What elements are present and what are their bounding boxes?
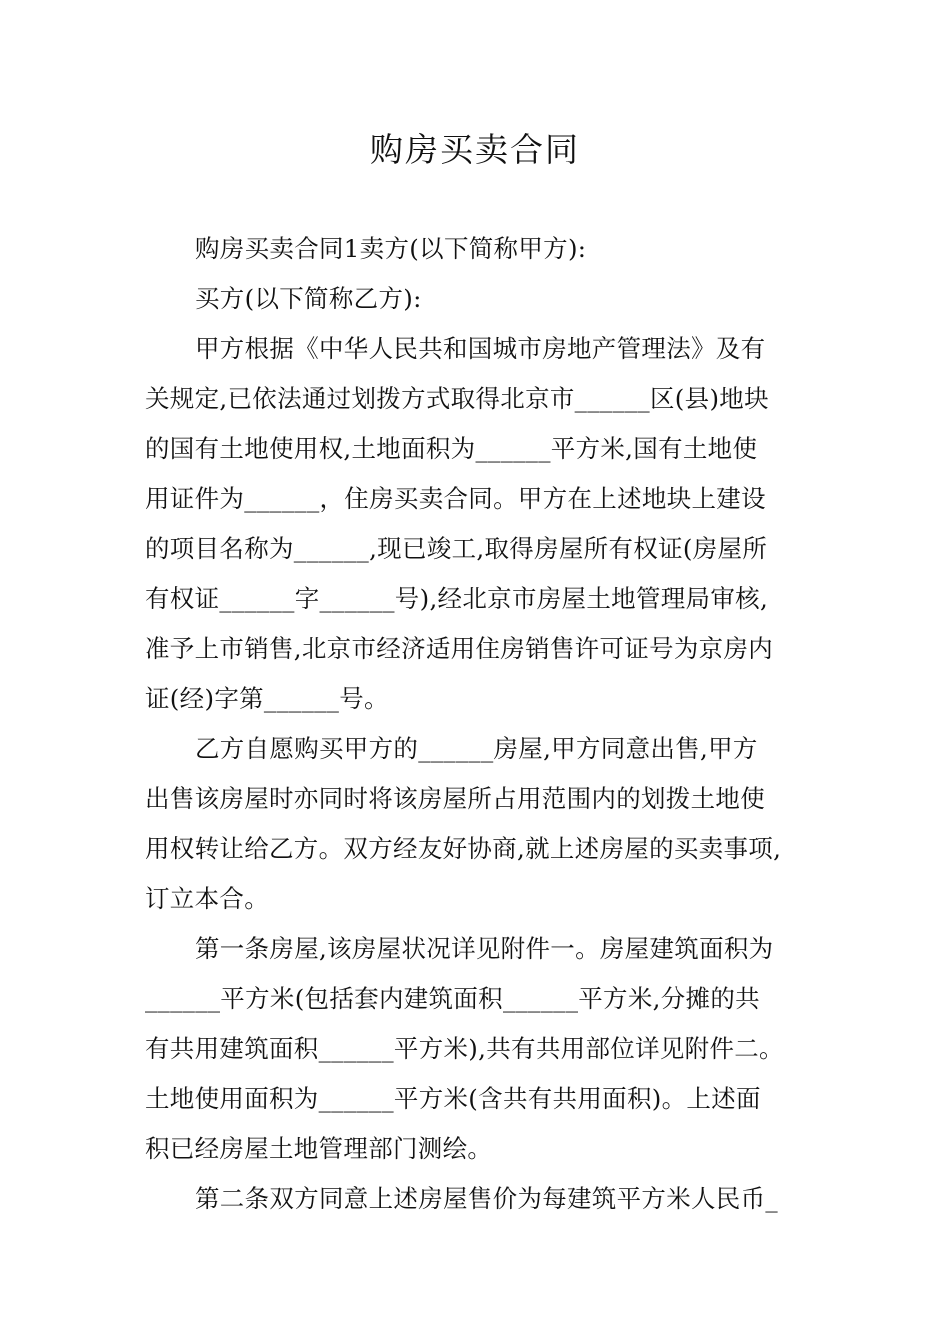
text-line: 准予上市销售,北京市经济适用住房销售许可证号为京房内 [145, 634, 774, 663]
text-line: 订立本合。 [145, 884, 269, 913]
text-line: ______平方米(包括套内建筑面积______平方米,分摊的共 [145, 984, 760, 1013]
text-line: 购房买卖合同1卖方(以下简称甲方): [195, 234, 587, 263]
text-line: 的项目名称为______,现已竣工,取得房屋所有权证(房屋所 [145, 534, 768, 563]
text-line: 用证件为______，住房买卖合同。甲方在上述地块上建设 [145, 484, 766, 513]
text-line: 第二条双方同意上述房屋售价为每建筑平方米人民币_ [195, 1184, 778, 1213]
text-line: 证(经)字第______号。 [145, 684, 389, 713]
text-line: 的国有土地使用权,土地面积为______平方米,国有土地使 [145, 434, 758, 463]
text-line: 关规定,已依法通过划拨方式取得北京市______区(县)地块 [145, 384, 769, 413]
text-line: 土地使用面积为______平方米(含共有共用面积)。上述面 [145, 1084, 761, 1113]
text-line: 出售该房屋时亦同时将该房屋所占用范围内的划拨土地使 [145, 784, 765, 813]
text-line: 有共用建筑面积______平方米),共有共用部位详见附件二。 [145, 1034, 784, 1063]
text-line: 用权转让给乙方。双方经友好协商,就上述房屋的买卖事项, [145, 834, 782, 863]
document-title: 购房买卖合同 [370, 130, 580, 169]
text-line: 乙方自愿购买甲方的______房屋,甲方同意出售,甲方 [195, 734, 758, 763]
text-line: 有权证______字______号),经北京市房屋土地管理局审核, [145, 584, 769, 613]
text-line: 积已经房屋土地管理部门测绘。 [145, 1134, 493, 1163]
text-line: 甲方根据《中华人民共和国城市房地产管理法》及有 [195, 334, 766, 363]
text-line: 第一条房屋,该房屋状况详见附件一。房屋建筑面积为 [195, 934, 774, 963]
text-line: 买方(以下简称乙方): [195, 284, 422, 313]
